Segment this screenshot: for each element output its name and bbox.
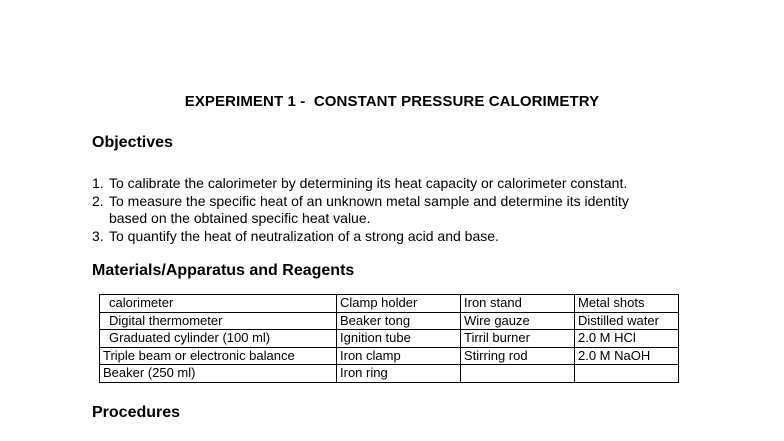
procedures-heading: Procedures — [92, 404, 181, 421]
table-cell: Graduated cylinder (100 ml) — [100, 330, 337, 348]
table-cell: 2.0 M HCl — [575, 330, 679, 348]
table-cell — [575, 365, 679, 383]
objective-item — [92, 175, 712, 193]
objective-number: 3. — [92, 227, 104, 244]
table-cell: Digital thermometer — [100, 312, 337, 330]
objective-text-continued: based on the obtained specific heat value. — [109, 210, 371, 226]
objective-item — [92, 193, 712, 228]
table-cell: Ignition tube — [337, 330, 461, 348]
objective-item — [92, 228, 712, 246]
table-cell: calorimeter — [100, 295, 337, 313]
objective-number: 2. — [92, 192, 104, 209]
materials-table — [99, 294, 679, 383]
table-cell: Metal shots — [575, 295, 679, 313]
table-cell: Tirril burner — [461, 330, 575, 348]
table-cell: Beaker (250 ml) — [100, 365, 337, 383]
table-cell: Stirring rod — [461, 347, 575, 365]
table-cell: Iron clamp — [337, 347, 461, 365]
objectives-heading: Objectives — [92, 134, 173, 151]
table-cell: Iron stand — [461, 295, 575, 313]
table-row — [100, 330, 679, 348]
table-row — [100, 295, 679, 313]
objectives-list — [92, 175, 712, 245]
page-title: EXPERIMENT 1 - CONSTANT PRESSURE CALORIMETRY — [184, 93, 600, 110]
objective-text: To calibrate the calorimeter by determining its heat capacity or calorimeter constant. — [109, 175, 628, 191]
table-cell: Beaker tong — [337, 312, 461, 330]
table-cell: Clamp holder — [337, 295, 461, 313]
table-row — [100, 312, 679, 330]
objective-number: 1. — [92, 175, 104, 191]
table-cell: Iron ring — [337, 365, 461, 383]
objective-text: To quantify the heat of neutralization of a strong acid and base. — [109, 227, 499, 244]
table-row — [100, 347, 679, 365]
table-cell: Distilled water — [575, 312, 679, 330]
objective-text: To measure the specific heat of an unknown metal sample and determine its identity — [109, 192, 629, 209]
table-cell: Wire gauze — [461, 312, 575, 330]
table-row — [100, 365, 679, 383]
table-cell — [461, 365, 575, 383]
materials-heading: Materials/Apparatus and Reagents — [92, 262, 355, 279]
table-cell: Triple beam or electronic balance — [100, 347, 337, 365]
table-cell: 2.0 M NaOH — [575, 347, 679, 365]
